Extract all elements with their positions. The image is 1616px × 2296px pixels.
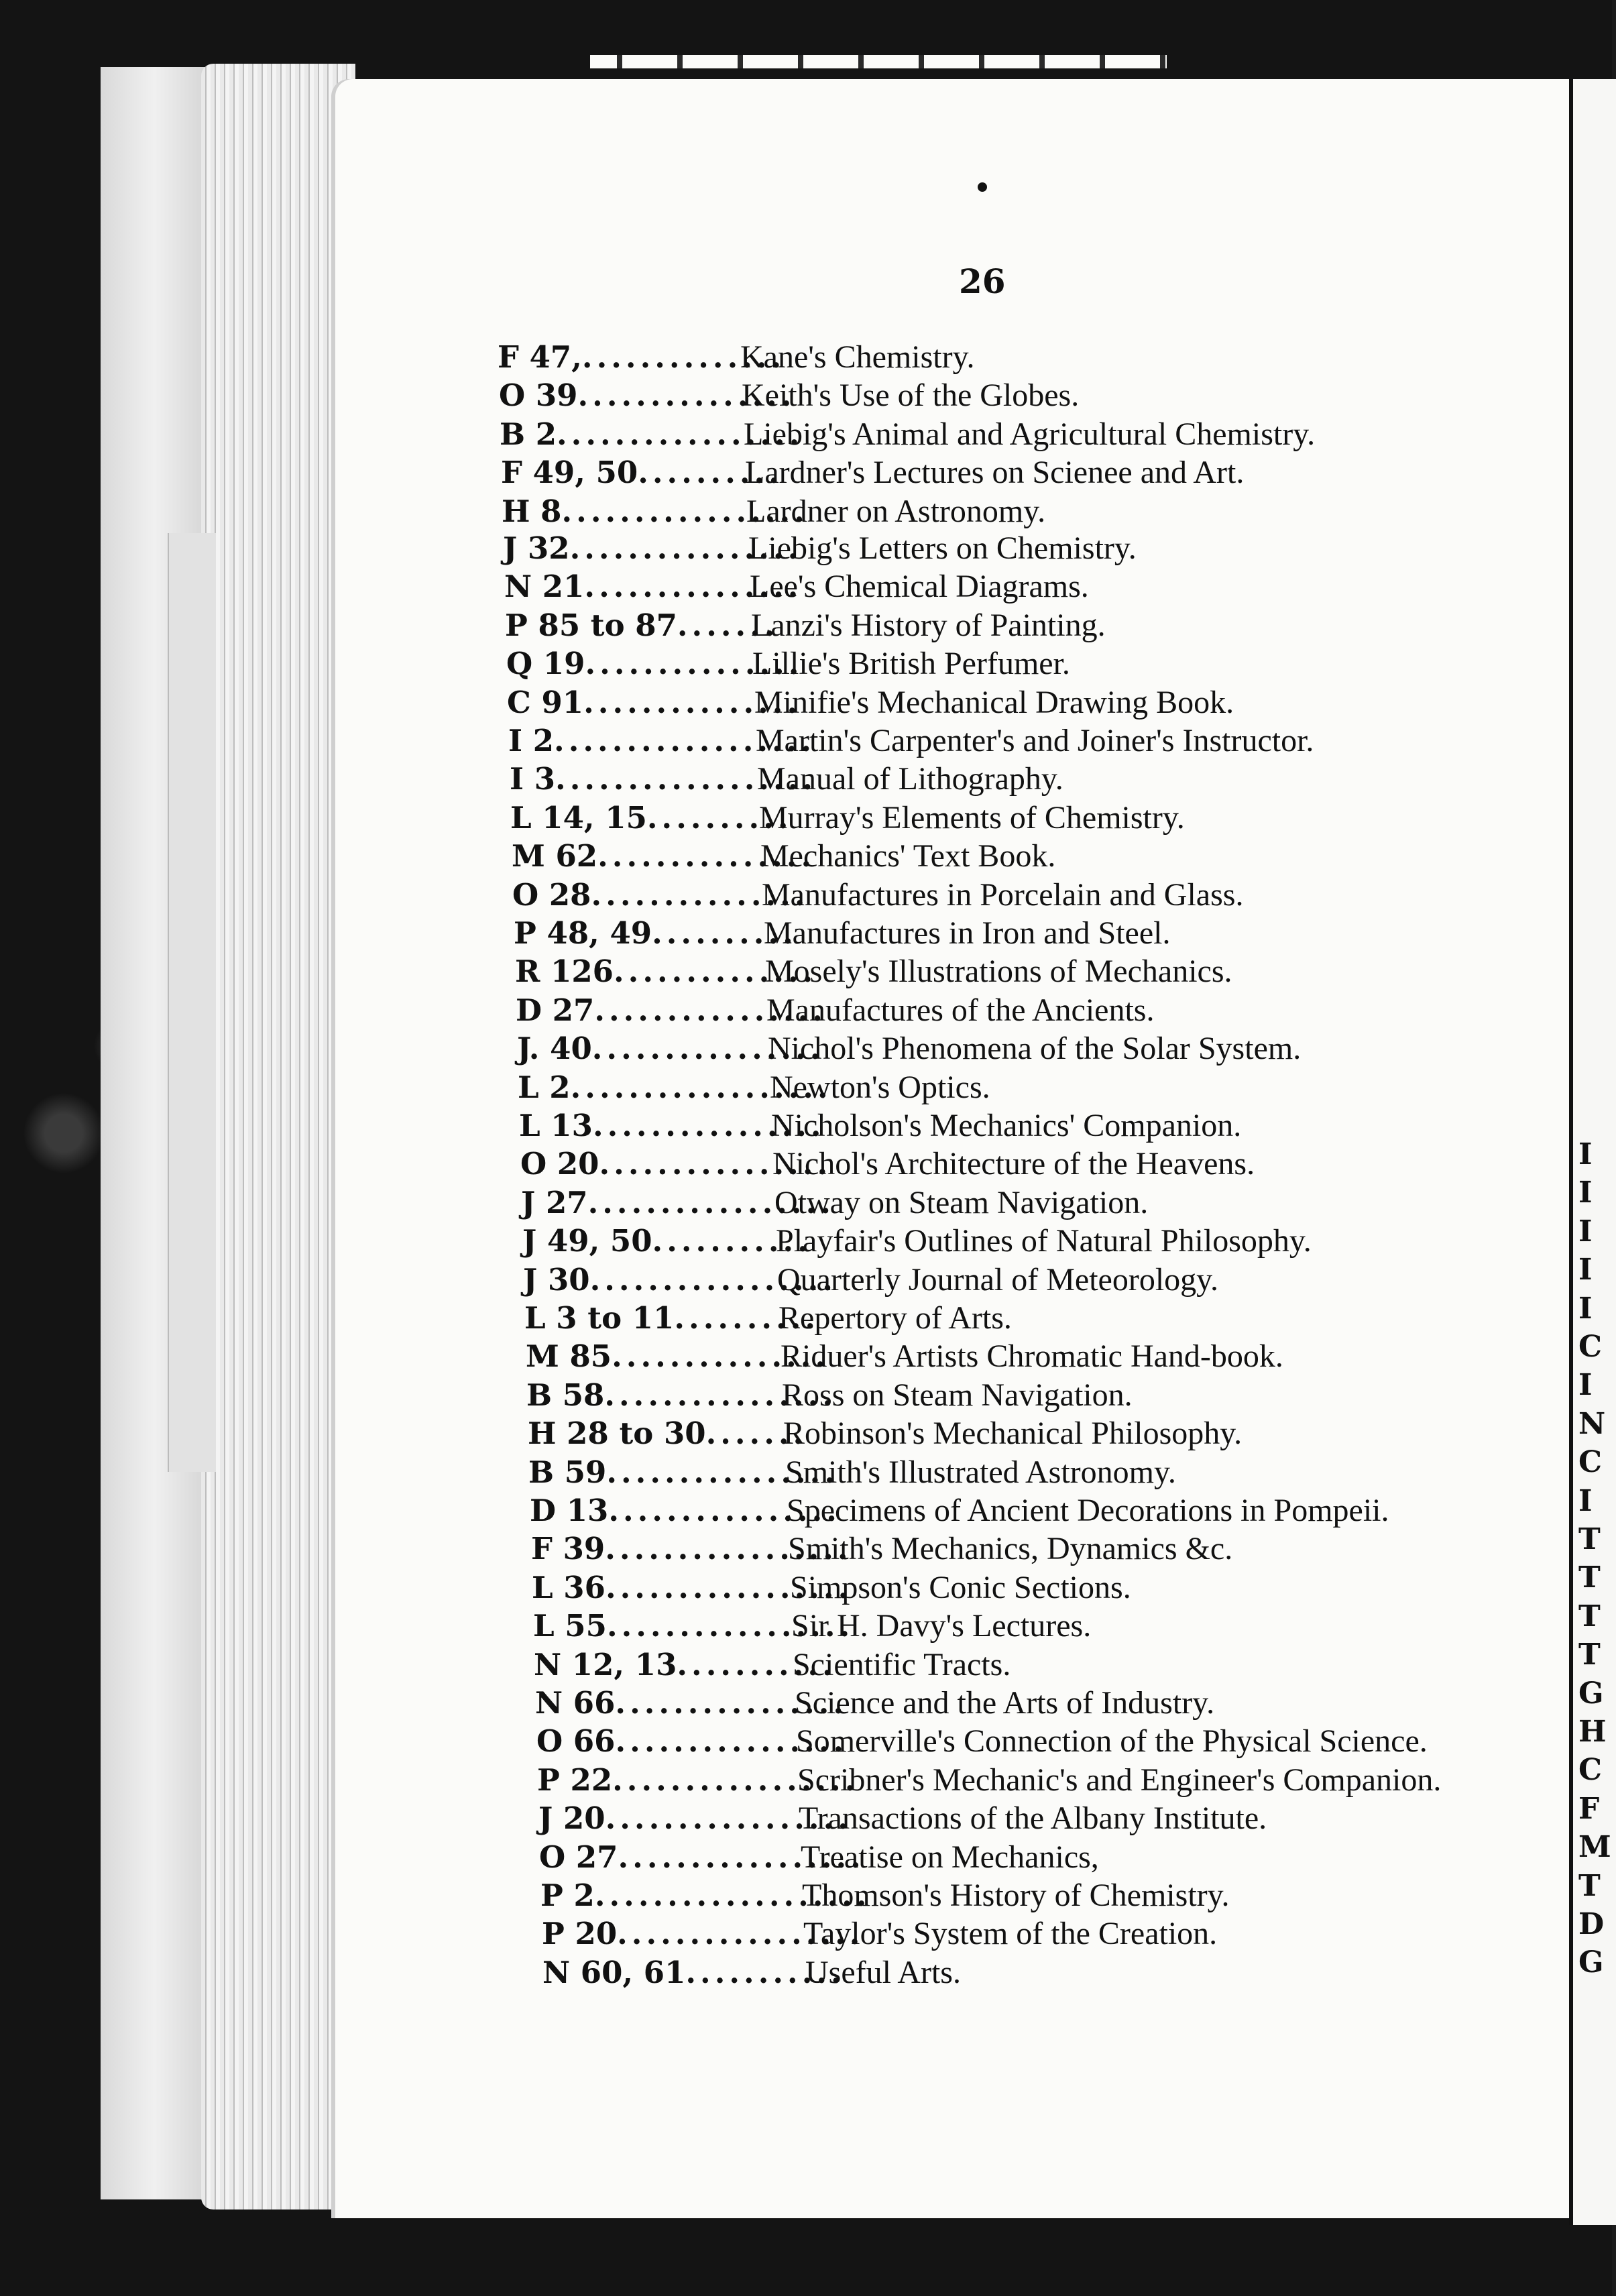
dot-leader: .................: [605, 1800, 852, 1836]
next-page-letter: G: [1578, 1945, 1604, 1979]
book-title: Manufactures of the Ancients.: [766, 992, 1155, 1028]
book-title: Lillie's British Perfumer.: [752, 646, 1070, 681]
book-title: Liebig's Animal and Agricultural Chemistry.: [744, 416, 1316, 452]
dot-leader: .......: [677, 608, 779, 643]
dot-leader: .................: [606, 1608, 854, 1644]
book-title: Lanzi's History of Painting.: [751, 608, 1106, 643]
book-title: Otway on Steam Navigation.: [774, 1185, 1149, 1220]
dot-leader: ................: [615, 1685, 848, 1721]
page-number: 26: [959, 262, 1006, 301]
next-page-letter: T: [1578, 1599, 1601, 1633]
book-title: Sir H. Davy's Lectures.: [791, 1608, 1092, 1644]
next-page-letter: H: [1578, 1715, 1607, 1749]
dot-leader: ................: [592, 1108, 825, 1143]
catalog-entry: [521, 1184, 1148, 1222]
catalog-entry: [537, 1762, 1441, 1799]
shelf-mark: D 27: [516, 992, 595, 1028]
catalog-entry: [498, 339, 974, 376]
dot-leader: ..........: [652, 915, 797, 951]
catalog-entry: [531, 1530, 1232, 1568]
dot-leader: ...........: [652, 1223, 812, 1259]
shelf-mark: J 20: [538, 1800, 605, 1836]
dot-leader: ................: [606, 1454, 839, 1490]
shelf-mark: L 3 to 11: [524, 1300, 675, 1336]
dot-leader: ................: [608, 1493, 841, 1528]
catalog-entry: [542, 1915, 1217, 1953]
shelf-mark: O 27: [539, 1839, 618, 1875]
next-page-letter: T: [1578, 1560, 1601, 1595]
dot-leader: ................: [591, 1031, 825, 1066]
catalog-entry: [528, 1415, 1242, 1452]
book-title: Smith's Illustrated Astronomy.: [785, 1454, 1176, 1490]
catalog-entry: [517, 1030, 1301, 1068]
next-page-letter: I: [1578, 1214, 1593, 1249]
book-title: Transactions of the Albany Institute.: [799, 1800, 1267, 1836]
book-title: Quarterly Journal of Meteorology.: [777, 1262, 1219, 1298]
catalog-entry: [502, 493, 1045, 530]
catalog-entry: [539, 1839, 1099, 1876]
dot-leader: ................: [604, 1377, 837, 1413]
dot-leader: .................: [605, 1570, 853, 1605]
book-title: Somerville's Connection of the Physical Science.: [796, 1723, 1428, 1759]
dot-leader: ..........: [646, 800, 793, 836]
shelf-mark: N 60, 61: [542, 1955, 686, 1990]
shelf-mark: P 2: [540, 1878, 595, 1913]
catalog-entry: [524, 1300, 1012, 1337]
shelf-mark: P 20: [542, 1916, 618, 1951]
next-page-letter: I: [1578, 1292, 1593, 1326]
catalog-entry: [503, 530, 1137, 567]
shelf-mark: F 49, 50: [501, 455, 638, 490]
book-title: Manufactures in Porcelain and Glass.: [762, 877, 1244, 913]
book-title: Lardner's Lectures on Scienee and Art.: [745, 455, 1245, 490]
next-page-letter: M: [1578, 1830, 1611, 1864]
next-page-letter: T: [1578, 1869, 1601, 1903]
book-title: Manual of Lithography.: [757, 761, 1063, 797]
dot-leader: ...........: [685, 1955, 846, 1990]
shelf-mark: L 36: [532, 1570, 605, 1605]
shelf-mark: O 66: [536, 1723, 616, 1759]
next-page-letter: C: [1578, 1445, 1603, 1479]
book-title: Smith's Mechanics, Dynamics &c.: [788, 1531, 1233, 1566]
catalog-entry: [515, 953, 1232, 990]
book-title: Keith's Use of the Globes.: [742, 378, 1080, 413]
book-title: Liebig's Letters on Chemistry.: [748, 530, 1137, 566]
dot-leader: ..................: [570, 1070, 832, 1105]
next-page-letter: I: [1578, 1137, 1593, 1171]
dot-leader: .................: [589, 1262, 837, 1298]
dot-leader: ...............: [583, 685, 802, 720]
shelf-mark: D 13: [530, 1493, 609, 1528]
shelf-mark: F 39: [531, 1531, 605, 1566]
next-page-letter: F: [1578, 1792, 1600, 1826]
dot-leader: ...............: [612, 1338, 830, 1374]
shelf-mark: F 47,: [498, 339, 582, 375]
catalog-entry: [501, 454, 1244, 492]
book-title: Useful Arts.: [805, 1955, 961, 1990]
next-page-letter: I: [1578, 1484, 1593, 1518]
catalog-entry: [506, 645, 1070, 683]
catalog-entry: [522, 1222, 1312, 1260]
shelf-mark: O 28: [512, 877, 591, 913]
shelf-mark: J 32: [503, 530, 570, 566]
dot-leader: ...........: [677, 1647, 837, 1682]
catalog-entry: [533, 1607, 1091, 1645]
book-title: Nicholson's Mechanics' Companion.: [771, 1108, 1242, 1143]
dot-leader: .................: [605, 1531, 852, 1566]
catalog-entry: [514, 915, 1170, 952]
catalog-entry: [518, 1069, 990, 1106]
catalog-entry: [536, 1723, 1428, 1760]
shelf-mark: O 39: [499, 378, 578, 413]
catalog-entry: [499, 377, 1079, 414]
dot-leader: ..................: [555, 761, 817, 797]
book-title: Manufactures in Iron and Steel.: [764, 915, 1171, 951]
book-title: Lardner on Astronomy.: [746, 494, 1046, 529]
next-page-letter: N: [1578, 1407, 1606, 1441]
catalog-entry: [512, 838, 1055, 875]
dot-leader: ................: [569, 530, 803, 566]
catalog-entry: [526, 1377, 1133, 1414]
book-title: Ross on Steam Navigation.: [782, 1377, 1133, 1413]
shelf-mark: B 2: [500, 416, 557, 452]
book-title: Lee's Chemical Diagrams.: [750, 569, 1089, 604]
shelf-mark: M 62: [512, 838, 598, 874]
next-page-letter: I: [1578, 1175, 1593, 1210]
shelf-mark: L 14, 15: [510, 800, 647, 836]
dot-leader: .................: [587, 1185, 835, 1220]
book-title: Mosely's Illustrations of Mechanics.: [765, 954, 1232, 989]
dot-leader: .................: [557, 416, 804, 452]
catalog-entry: [519, 1107, 1241, 1145]
shelf-mark: M 85: [526, 1338, 612, 1374]
dot-leader: ...............: [597, 838, 816, 874]
dot-leader: ...............: [584, 569, 803, 604]
catalog-entry: [507, 684, 1234, 722]
dot-leader: ................: [594, 992, 827, 1028]
book-title: Thomson's History of Chemistry.: [802, 1878, 1230, 1913]
shelf-mark: L 55: [533, 1608, 607, 1644]
book-title: Riduer's Artists Chromatic Hand-book.: [781, 1338, 1283, 1374]
catalog-entry: [516, 992, 1154, 1029]
shelf-mark: L 13: [519, 1108, 593, 1143]
shelf-mark: J 30: [523, 1262, 590, 1298]
shelf-mark: N 12, 13: [534, 1647, 677, 1682]
catalog-entry: [532, 1569, 1131, 1607]
dot-leader: ..............: [614, 954, 817, 989]
catalog-entry: [534, 1646, 1011, 1684]
next-page-letter: C: [1578, 1330, 1603, 1364]
book-title: Martin's Carpenter's and Joiner's Instructor.: [756, 723, 1314, 758]
shelf-mark: P 48, 49: [514, 915, 652, 951]
catalog-entry: [510, 799, 1185, 837]
shelf-mark: L 2: [518, 1070, 571, 1105]
dot-leader: .................: [612, 1762, 860, 1798]
book-title: Nichol's Architecture of the Heavens.: [772, 1146, 1255, 1182]
shelf-mark: P 85 to 87: [505, 608, 677, 643]
next-page-letter: G: [1578, 1676, 1604, 1711]
shelf-mark: H 8: [502, 494, 562, 529]
dot-leader: ..................: [554, 723, 816, 758]
book-title: Kane's Chemistry.: [740, 339, 975, 375]
book-title: Playfair's Outlines of Natural Philosophy.: [776, 1223, 1312, 1259]
shelf-mark: P 22: [537, 1762, 613, 1798]
dot-leader: ...............: [591, 877, 809, 913]
dot-leader: ................: [615, 1723, 848, 1759]
catalog-entry: [535, 1684, 1214, 1722]
dot-leader: .................: [561, 494, 809, 529]
next-page-letter: T: [1578, 1638, 1601, 1672]
dot-leader: ...............: [577, 378, 796, 413]
book-title: Robinson's Mechanical Philosophy.: [783, 1416, 1243, 1451]
catalog-entry: [520, 1145, 1255, 1183]
dot-leader: ..............: [581, 339, 786, 375]
book-title: Repertory of Arts.: [778, 1300, 1012, 1336]
next-page-letter: D: [1578, 1907, 1605, 1941]
book-title: Treatise on Mechanics,: [801, 1839, 1099, 1875]
book-title: Taylor's System of the Creation.: [803, 1916, 1218, 1951]
next-page-letter: I: [1578, 1253, 1593, 1287]
book-title: Scribner's Mechanic's and Engineer's Companion.: [797, 1762, 1442, 1798]
shelf-mark: I 2: [508, 723, 555, 758]
dot-leader: .......: [705, 1416, 808, 1451]
shelf-mark: B 59: [528, 1454, 607, 1490]
book-title: Science and the Arts of Industry.: [795, 1685, 1215, 1721]
catalog-entry: [526, 1338, 1283, 1375]
catalog-entry: [510, 760, 1063, 798]
book-title: Murray's Elements of Chemistry.: [759, 800, 1185, 836]
book-title: Specimens of Ancient Decorations in Pompeii.: [787, 1493, 1389, 1528]
dot-leader: ...............: [585, 646, 803, 681]
catalog-entry: [528, 1454, 1176, 1491]
catalog-entry: [500, 416, 1315, 453]
catalog-entry: [505, 607, 1106, 644]
shelf-mark: N 66: [535, 1685, 616, 1721]
catalog-entry: [530, 1492, 1389, 1530]
book-title: Nichol's Phenomena of the Solar System.: [768, 1031, 1302, 1066]
dot-leader: .................: [618, 1839, 865, 1875]
dot-leader: ..........: [674, 1300, 820, 1336]
catalog-entry: [504, 568, 1089, 606]
shelf-mark: J 49, 50: [522, 1223, 652, 1259]
shelf-mark: Q 19: [506, 646, 585, 681]
book-title: Minifie's Mechanical Drawing Book.: [754, 685, 1234, 720]
dot-leader: ................: [599, 1146, 832, 1182]
shelf-mark: B 58: [526, 1377, 605, 1413]
shelf-mark: R 126: [515, 954, 614, 989]
shelf-mark: C 91: [507, 685, 584, 720]
catalog-entry: [523, 1261, 1218, 1299]
shelf-mark: J 27: [521, 1185, 588, 1220]
book-title: Mechanics' Text Book.: [760, 838, 1056, 874]
catalog-entry: [538, 1800, 1267, 1837]
next-page-letter: T: [1578, 1522, 1601, 1556]
catalog-entry: [512, 876, 1243, 914]
catalog-entry: [508, 722, 1314, 760]
shelf-mark: I 3: [510, 761, 556, 797]
dot-leader: ..........: [638, 455, 783, 490]
catalog-entry: [542, 1954, 961, 1992]
book-title: Simpson's Conic Sections.: [790, 1570, 1131, 1605]
next-page-letter: I: [1578, 1368, 1593, 1402]
dot-leader: ...................: [594, 1878, 871, 1913]
shelf-mark: H 28 to 30: [528, 1416, 706, 1451]
next-page-letter: C: [1578, 1753, 1603, 1787]
shelf-mark: J. 40: [517, 1031, 592, 1066]
shelf-mark: N 21: [504, 569, 585, 604]
catalog-entry: [540, 1877, 1230, 1914]
shelf-mark: O 20: [520, 1146, 599, 1182]
book-title: Scientific Tracts.: [793, 1647, 1011, 1682]
book-title: Newton's Optics.: [770, 1070, 990, 1105]
dot-leader: .................: [617, 1916, 864, 1951]
